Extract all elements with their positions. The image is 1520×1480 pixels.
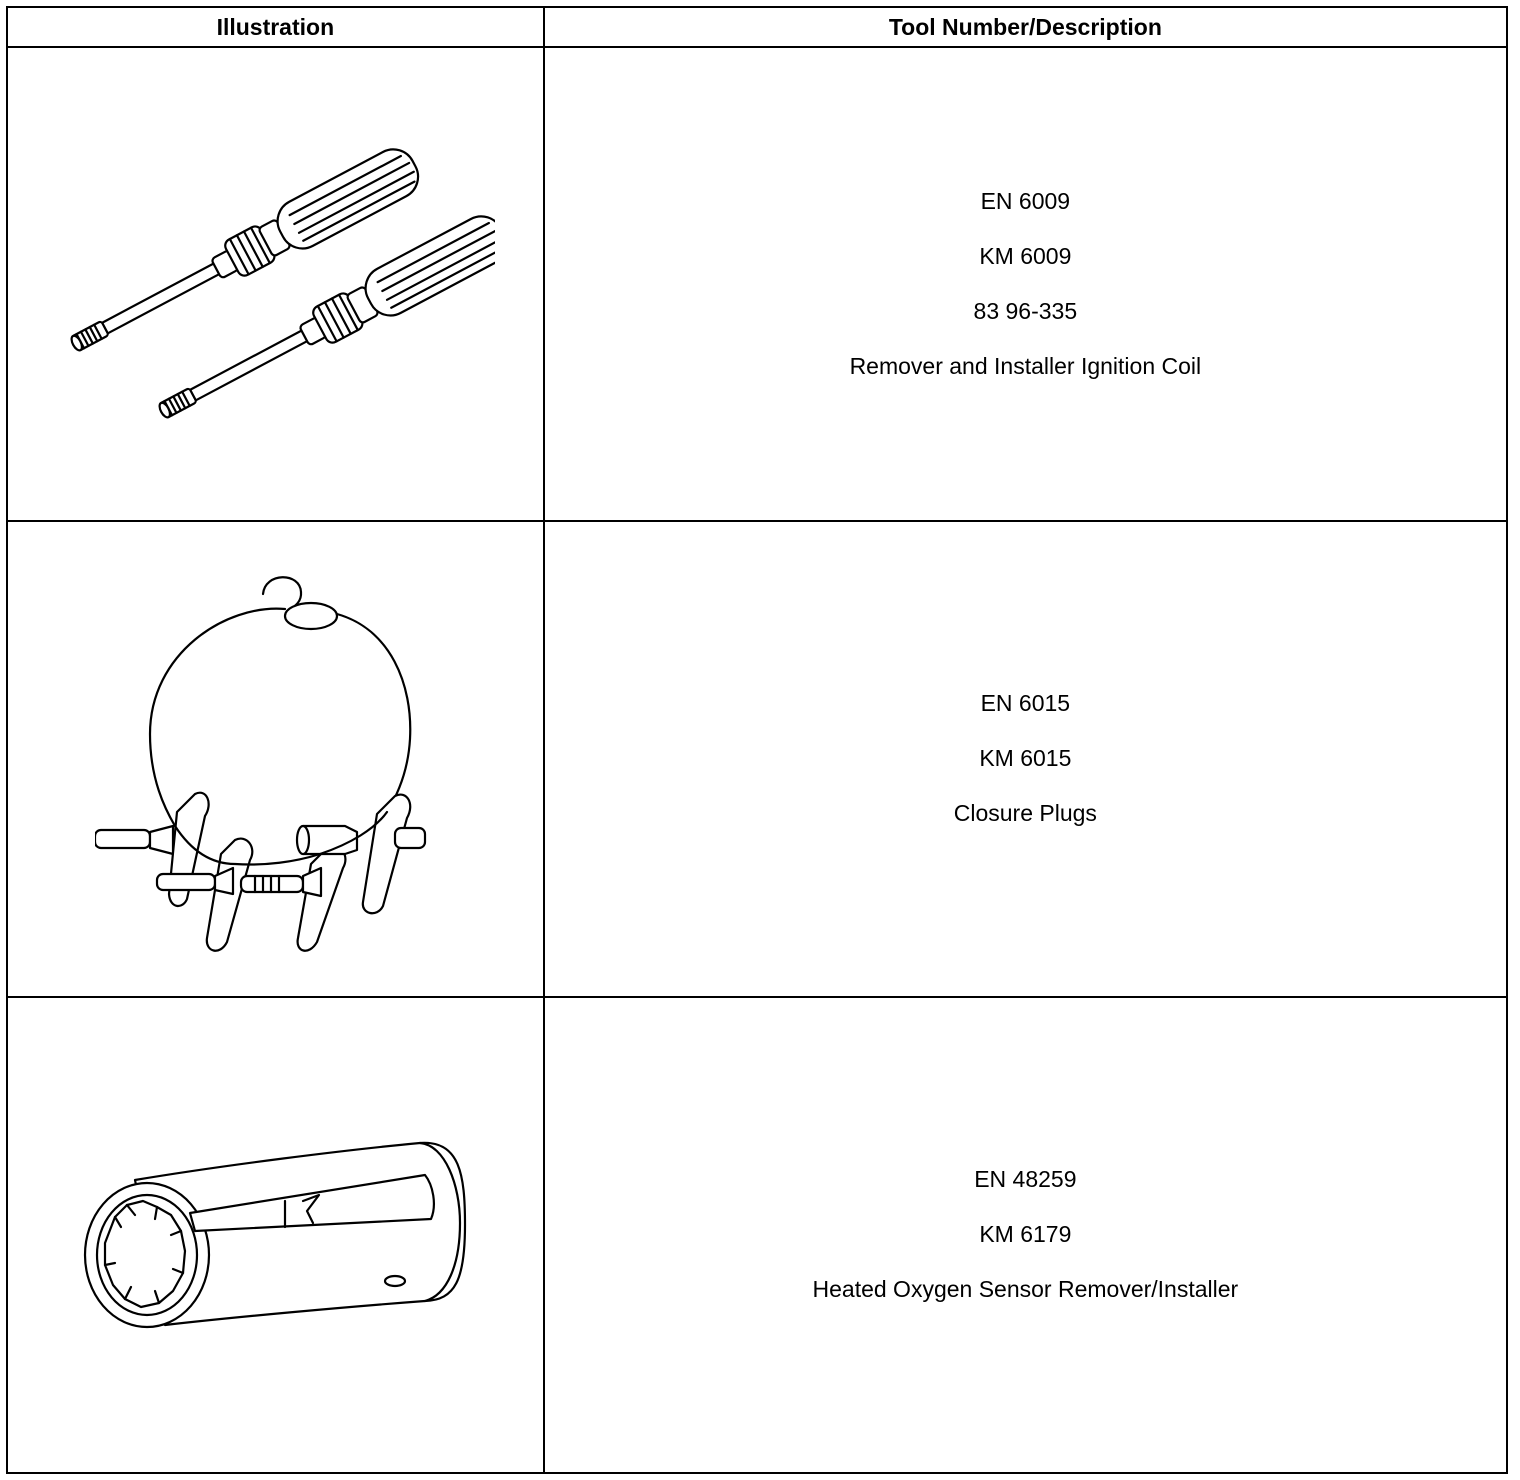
description-cell	[544, 997, 1507, 1473]
description-cell	[544, 521, 1507, 997]
table-row	[7, 997, 1507, 1473]
illustration-cell	[7, 521, 544, 997]
header-tool-description: Tool Number/Description	[544, 7, 1507, 47]
tool-number-km: KM 6009	[979, 242, 1072, 269]
special-tools-table	[6, 6, 1508, 1474]
tool-number-en: EN 48259	[974, 1166, 1077, 1193]
tool-number-en: EN 6009	[980, 187, 1071, 214]
oxygen-sensor-socket-icon	[75, 1135, 475, 1335]
table-row	[7, 521, 1507, 997]
tool-description: Closure Plugs	[953, 800, 1097, 827]
table-row	[7, 47, 1507, 521]
illustration-cell	[7, 47, 544, 521]
illustration-cell	[7, 997, 544, 1473]
tool-number-en: EN 6015	[980, 690, 1071, 717]
description-cell	[544, 47, 1507, 521]
table-header-row	[7, 7, 1507, 47]
closure-plugs-ring-icon	[95, 564, 455, 954]
tool-description: Remover and Installer Ignition Coil	[849, 352, 1202, 379]
tool-description: Heated Oxygen Sensor Remover/Installer	[812, 1276, 1239, 1303]
tool-number-km: KM 6015	[979, 745, 1072, 772]
tool-number-km: KM 6179	[979, 1221, 1072, 1248]
tool-number-alt: 83 96-335	[973, 297, 1078, 324]
screwdriver-tools-icon	[55, 139, 495, 429]
header-illustration: Illustration	[7, 7, 544, 47]
